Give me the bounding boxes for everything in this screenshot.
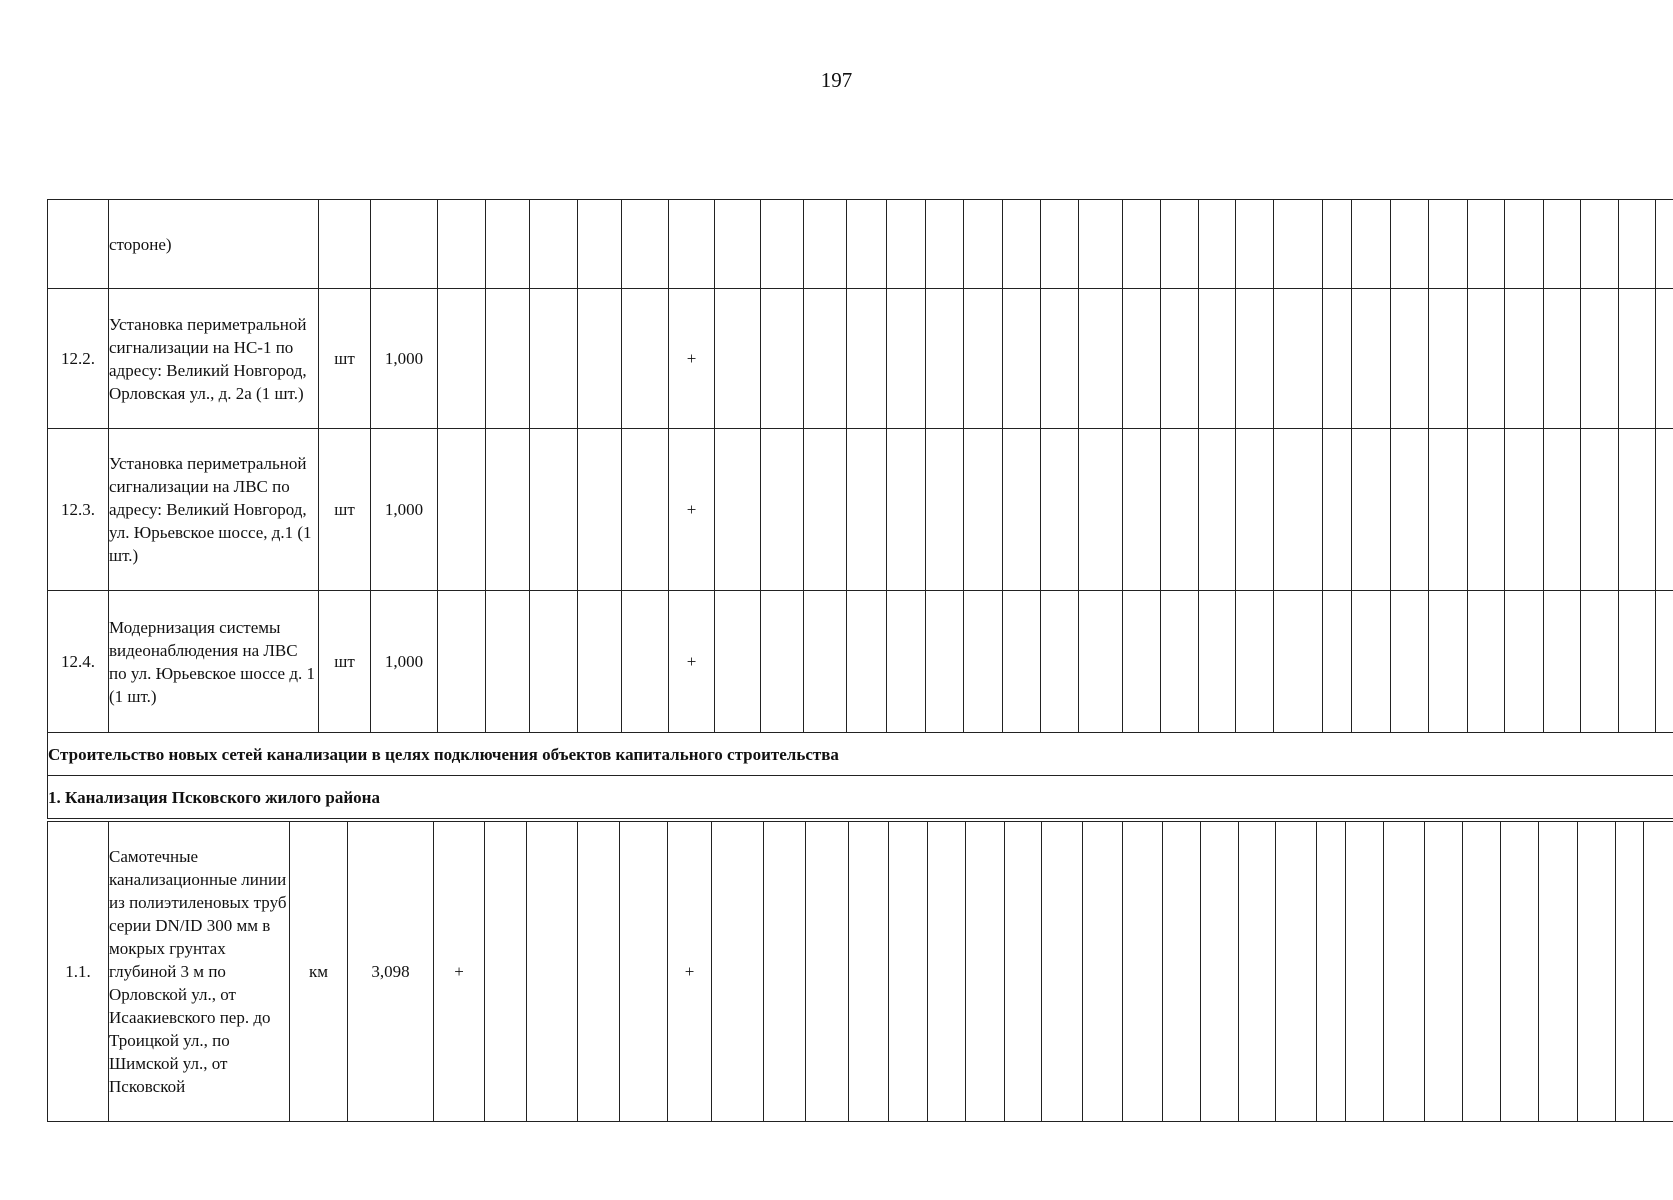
empty-cell (926, 289, 964, 429)
empty-cell (1236, 429, 1274, 591)
empty-cell (964, 200, 1003, 289)
empty-cell (1274, 289, 1323, 429)
mark-cell (438, 591, 486, 733)
mark-cell (438, 429, 486, 591)
empty-cell (1079, 289, 1123, 429)
empty-cell (622, 591, 669, 733)
empty-cell (1544, 591, 1581, 733)
empty-cell (1083, 822, 1123, 1122)
empty-cell (1501, 822, 1539, 1122)
empty-cell (715, 429, 761, 591)
empty-cell (578, 200, 622, 289)
empty-cell (1123, 289, 1161, 429)
empty-cell (761, 429, 804, 591)
empty-cell (1163, 822, 1201, 1122)
empty-cell (486, 289, 530, 429)
empty-cell (1578, 822, 1616, 1122)
mark-cell: + (668, 822, 712, 1122)
empty-cell (1236, 591, 1274, 733)
empty-cell (485, 822, 527, 1122)
row-number-cell: 1.1. (48, 822, 109, 1122)
empty-cell (486, 200, 530, 289)
empty-cell (1236, 289, 1274, 429)
row-description-cell: Установка периметральной сигнализации на ЛВС по адресу: Великий Новгород, ул. Юрьевское шоссе, д.1 (1 шт.) (109, 429, 319, 591)
section-heading: Строительство новых сетей канализации в целях подключения объектов капитального строительства (48, 733, 1673, 776)
document-table (47, 199, 1643, 1121)
empty-cell (1161, 200, 1199, 289)
empty-cell (1161, 429, 1199, 591)
mark-cell (438, 289, 486, 429)
row-description-cell: Модернизация системы видеонаблюдения на ЛВС по ул. Юрьевское шоссе д. 1 (1 шт.) (109, 591, 319, 733)
empty-cell (1581, 200, 1619, 289)
empty-cell (1041, 591, 1079, 733)
empty-cell (1079, 591, 1123, 733)
empty-cell (761, 591, 804, 733)
empty-cell (1429, 429, 1468, 591)
empty-cell (964, 591, 1003, 733)
empty-cell (486, 591, 530, 733)
empty-cell (620, 822, 668, 1122)
row-number-cell: 12.4. (48, 591, 109, 733)
empty-cell (1468, 429, 1505, 591)
empty-cell (578, 289, 622, 429)
empty-cell (530, 200, 578, 289)
empty-cell (1079, 200, 1123, 289)
empty-cell (1123, 822, 1163, 1122)
row-unit-cell: шт (319, 429, 371, 591)
empty-cell (964, 429, 1003, 591)
empty-cell (1505, 200, 1544, 289)
empty-cell (926, 429, 964, 591)
page-number: 197 (820, 68, 853, 92)
empty-cell (1463, 822, 1501, 1122)
empty-cell (1619, 200, 1656, 289)
empty-cell (1468, 591, 1505, 733)
empty-cell (1619, 591, 1656, 733)
row-number-cell (48, 200, 109, 289)
empty-cell (1123, 200, 1161, 289)
empty-cell (889, 822, 928, 1122)
empty-cell (1581, 429, 1619, 591)
empty-cell (1199, 200, 1236, 289)
row-description-cell: Установка периметральной сигнализации на НС-1 по адресу: Великий Новгород, Орловская ул., д. 2а (1 шт.) (109, 289, 319, 429)
empty-cell (527, 822, 578, 1122)
mark-cell (438, 200, 486, 289)
empty-cell (1352, 591, 1391, 733)
empty-cell (1619, 289, 1656, 429)
empty-cell (964, 289, 1003, 429)
empty-cell (1005, 822, 1042, 1122)
row-unit-cell: км (290, 822, 348, 1122)
empty-cell (1003, 429, 1041, 591)
row-unit-cell (319, 200, 371, 289)
empty-cell (715, 289, 761, 429)
row-description-cell: Самотечные канализационные линии из полиэтиленовых труб серии DN/ID 300 мм в мокрых грунтах глубиной 3 м по Орловской ул., от Исаакиевского пер. до Троицкой ул., по Шимской ул., от Псковской (109, 822, 290, 1122)
empty-cell (804, 289, 847, 429)
empty-cell (1656, 591, 1673, 733)
table-part-bottom (47, 821, 1673, 1122)
empty-cell (530, 429, 578, 591)
empty-cell (1539, 822, 1578, 1122)
empty-cell (1505, 429, 1544, 591)
empty-cell (530, 591, 578, 733)
empty-cell (847, 591, 887, 733)
empty-cell (761, 289, 804, 429)
empty-cell (1323, 429, 1352, 591)
empty-cell (1276, 822, 1317, 1122)
empty-cell (1352, 200, 1391, 289)
empty-cell (1391, 289, 1429, 429)
section-row (48, 776, 1673, 819)
empty-cell (1391, 591, 1429, 733)
empty-cell (1505, 289, 1544, 429)
empty-cell (1274, 591, 1323, 733)
table-row (48, 200, 1673, 289)
table-row (48, 591, 1673, 733)
empty-cell (1656, 289, 1673, 429)
empty-cell (715, 591, 761, 733)
empty-cell (1123, 591, 1161, 733)
section-row (48, 733, 1673, 776)
empty-cell (1616, 822, 1644, 1122)
empty-cell (712, 822, 764, 1122)
empty-cell (1003, 200, 1041, 289)
empty-cell (1323, 591, 1352, 733)
row-quantity-cell (371, 200, 438, 289)
empty-cell (1656, 429, 1673, 591)
table-row (48, 289, 1673, 429)
row-number-cell: 12.3. (48, 429, 109, 591)
empty-cell (887, 200, 926, 289)
empty-cell (887, 591, 926, 733)
empty-cell (622, 200, 669, 289)
empty-cell (806, 822, 849, 1122)
empty-cell (1544, 289, 1581, 429)
empty-cell (1274, 429, 1323, 591)
empty-cell (1199, 289, 1236, 429)
empty-cell (1239, 822, 1276, 1122)
empty-cell (578, 591, 622, 733)
empty-cell (1323, 200, 1352, 289)
empty-cell (761, 200, 804, 289)
empty-cell (764, 822, 806, 1122)
empty-cell (1581, 289, 1619, 429)
empty-cell (1123, 429, 1161, 591)
empty-cell (1352, 289, 1391, 429)
empty-cell (1317, 822, 1346, 1122)
row-unit-cell: шт (319, 289, 371, 429)
empty-cell (1346, 822, 1384, 1122)
empty-cell (1391, 200, 1429, 289)
empty-cell (1644, 822, 1673, 1122)
empty-cell (847, 289, 887, 429)
table-row (48, 822, 1673, 1122)
empty-cell (622, 289, 669, 429)
empty-cell (578, 822, 620, 1122)
empty-cell (1544, 200, 1581, 289)
empty-cell (1384, 822, 1425, 1122)
empty-cell (928, 822, 966, 1122)
row-quantity-cell: 1,000 (371, 591, 438, 733)
empty-cell (1425, 822, 1463, 1122)
empty-cell (1468, 200, 1505, 289)
row-quantity-cell: 3,098 (348, 822, 434, 1122)
empty-cell (804, 200, 847, 289)
empty-cell (715, 200, 761, 289)
empty-cell (1041, 429, 1079, 591)
empty-cell (849, 822, 889, 1122)
empty-cell (847, 429, 887, 591)
empty-cell (486, 429, 530, 591)
empty-cell (1201, 822, 1239, 1122)
row-unit-cell: шт (319, 591, 371, 733)
row-description-cell: стороне) (109, 200, 319, 289)
row-number-cell: 12.2. (48, 289, 109, 429)
empty-cell (1161, 289, 1199, 429)
empty-cell (622, 429, 669, 591)
empty-cell (887, 429, 926, 591)
empty-cell (530, 289, 578, 429)
empty-cell (966, 822, 1005, 1122)
empty-cell (804, 429, 847, 591)
empty-cell (1199, 429, 1236, 591)
empty-cell (847, 200, 887, 289)
table-row (48, 429, 1673, 591)
table-part-top (47, 199, 1673, 819)
empty-cell (1042, 822, 1083, 1122)
empty-cell (1199, 591, 1236, 733)
empty-cell (1079, 429, 1123, 591)
empty-cell (1323, 289, 1352, 429)
empty-cell (1352, 429, 1391, 591)
empty-cell (1619, 429, 1656, 591)
empty-cell (1274, 200, 1323, 289)
mark-cell: + (669, 289, 715, 429)
empty-cell (1468, 289, 1505, 429)
empty-cell (926, 591, 964, 733)
empty-cell (1003, 591, 1041, 733)
empty-cell (1656, 200, 1673, 289)
mark-cell (669, 200, 715, 289)
empty-cell (804, 591, 847, 733)
empty-cell (1161, 591, 1199, 733)
empty-cell (1236, 200, 1274, 289)
empty-cell (578, 429, 622, 591)
empty-cell (1429, 591, 1468, 733)
mark-cell: + (669, 591, 715, 733)
empty-cell (1003, 289, 1041, 429)
empty-cell (1429, 200, 1468, 289)
empty-cell (1429, 289, 1468, 429)
row-quantity-cell: 1,000 (371, 289, 438, 429)
mark-cell: + (669, 429, 715, 591)
empty-cell (887, 289, 926, 429)
empty-cell (1505, 591, 1544, 733)
empty-cell (1391, 429, 1429, 591)
mark-cell: + (434, 822, 485, 1122)
empty-cell (1041, 289, 1079, 429)
subsection-heading: 1. Канализация Псковского жилого района (48, 776, 1673, 819)
empty-cell (1544, 429, 1581, 591)
row-quantity-cell: 1,000 (371, 429, 438, 591)
empty-cell (1581, 591, 1619, 733)
empty-cell (926, 200, 964, 289)
empty-cell (1041, 200, 1079, 289)
